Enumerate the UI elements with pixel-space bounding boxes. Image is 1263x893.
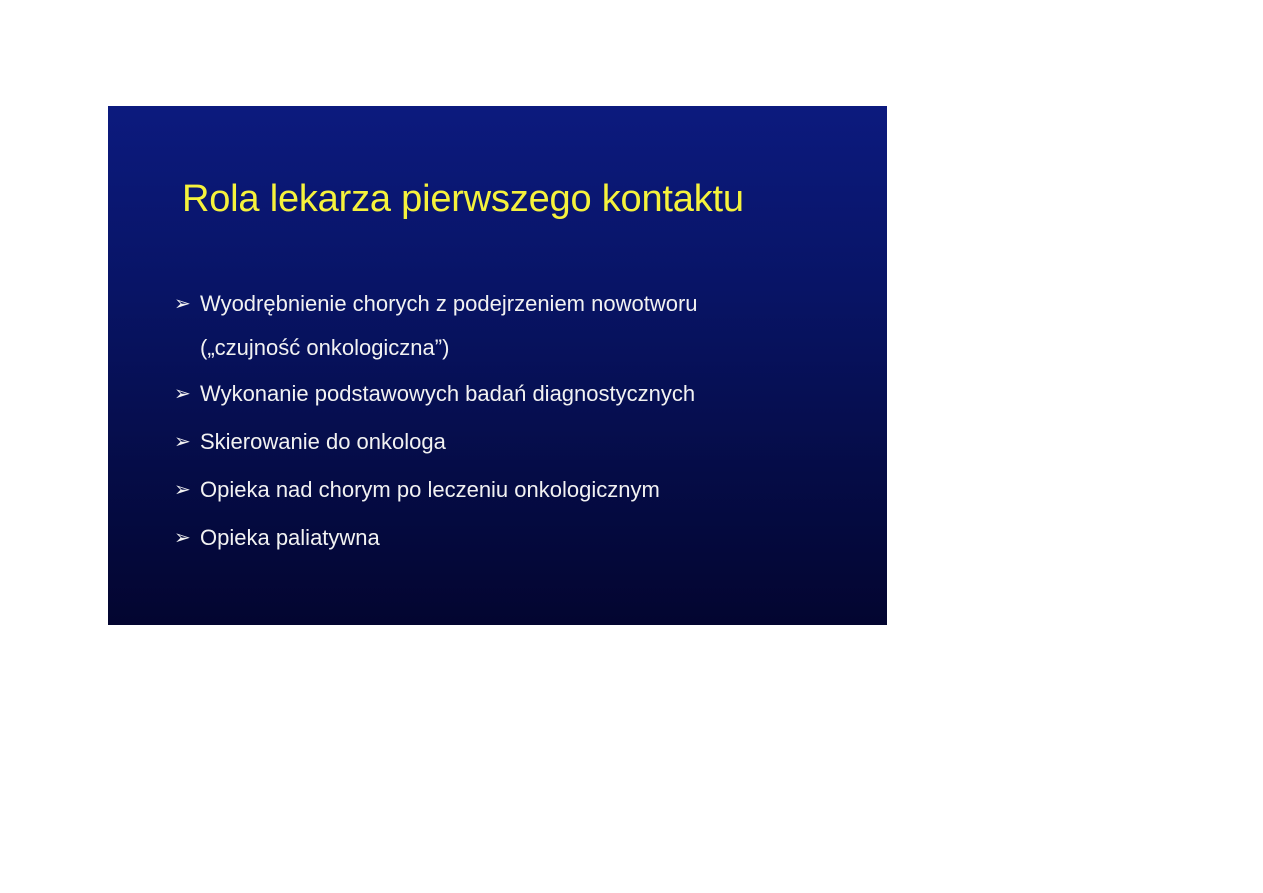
list-item [174, 420, 698, 464]
arrowhead-bullet-icon: ➢ [174, 527, 191, 549]
bullet-text: Wykonanie podstawowych badań diagnostycznych [200, 381, 696, 406]
bullet-text: Opieka paliatywna [200, 525, 380, 550]
list-item [174, 468, 698, 512]
arrowhead-bullet-icon: ➢ [174, 293, 191, 315]
presentation-slide [108, 106, 887, 625]
arrowhead-bullet-icon: ➢ [174, 383, 191, 405]
arrowhead-bullet-icon: ➢ [174, 479, 191, 501]
list-item [174, 372, 698, 416]
bullet-text: Skierowanie do onkologa [200, 429, 446, 454]
bullet-list [174, 282, 698, 564]
slide-title: Rola lekarza pierwszego kontaktu [182, 178, 744, 220]
list-item [174, 282, 698, 370]
bullet-text: Opieka nad chorym po leczeniu onkologicznym [200, 477, 660, 502]
arrowhead-bullet-icon: ➢ [174, 431, 191, 453]
bullet-text: Wyodrębnienie chorych z podejrzeniem nowotworu [200, 291, 698, 316]
bullet-text-continuation: („czujność onkologiczna”) [200, 335, 450, 360]
list-item [174, 516, 698, 560]
